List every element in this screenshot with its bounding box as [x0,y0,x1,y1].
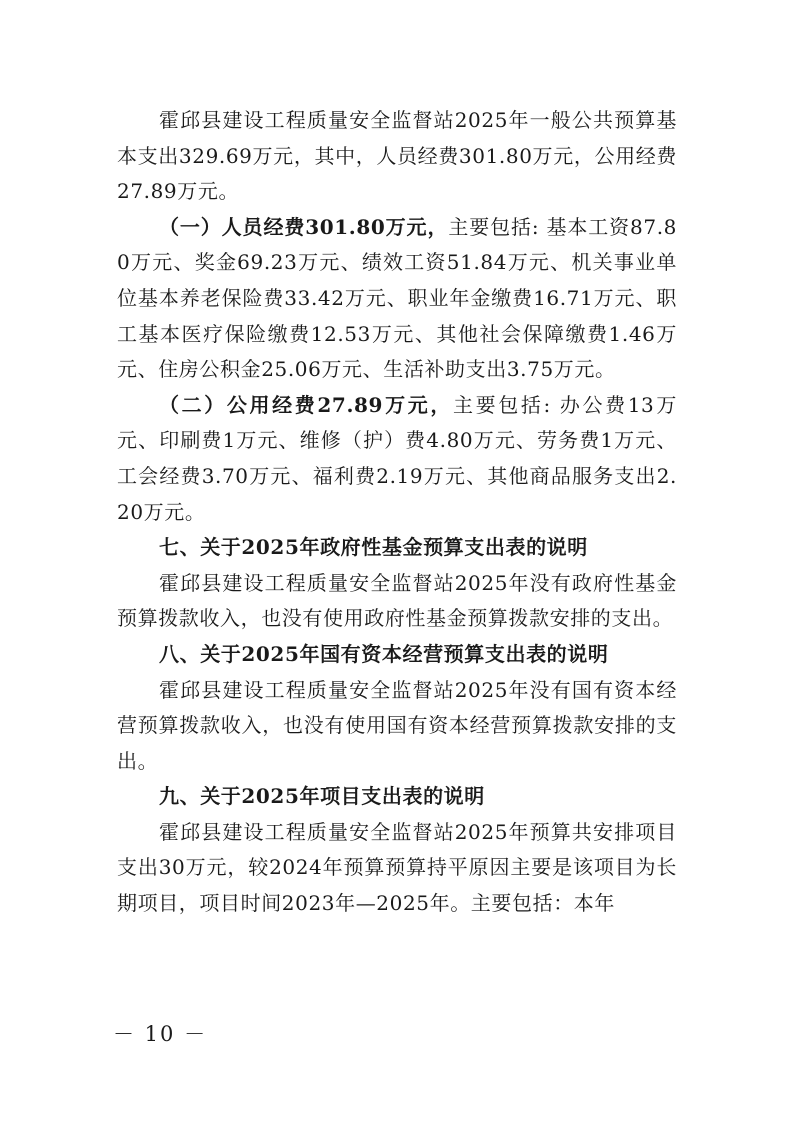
paragraph-text: 主要包括: 办公费13万元、印刷费1万元、维修（护）费4.80万元、劳务费1万元、工会经费3.70万元、福利费2.19万元、其他商品服务支出2.20万元。 [117,392,677,524]
paragraph-basic-expenditure [117,103,677,210]
paragraph-lead-bold: （一）人员经费301.80万元， [159,214,449,239]
section-heading-8: 八、关于2025年国有资本经营预算支出表的说明 [159,641,609,666]
section-text-9: 霍邱县建设工程质量安全监督站2025年预算共安排项目支出30万元，较2024年预算预算持平原因主要是该项目为长期项目，项目时间2023年—2025年。主要包括：本年 [117,819,677,916]
document-body [117,103,677,922]
section-heading-9: 九、关于2025年项目支出表的说明 [159,784,485,809]
paragraph-text: 霍邱县建设工程质量安全监督站2025年一般公共预算基本支出329.69万元，其中，人员经费301.80万元，公用经费27.89万元。 [117,108,677,204]
paragraph-personnel-expenses [117,210,677,388]
section-heading-7: 七、关于2025年政府性基金预算支出表的说明 [159,535,588,560]
page-number: － 10 － [113,1022,208,1046]
paragraph-public-expenses [117,388,677,530]
section-text-8: 霍邱县建设工程质量安全监督站2025年没有国有资本经营预算拨款收入，也没有使用国有资本经营预算拨款安排的支出。 [117,677,677,773]
paragraph-text: 主要包括: 基本工资87.80万元、奖金69.23万元、绩效工资51.84万元、机关事业单位基本养老保险费33.42万元、职业年金缴费16.71万元、职工基本医疗保险缴费12.53万元、其他社会保障缴费1.46万元、住房公积金25.06万元、生活补助支出3.75万元。 [117,214,677,382]
paragraph-lead-bold: （二）公用经费27.89万元， [159,392,453,417]
section-text-7: 霍邱县建设工程质量安全监督站2025年没有政府性基金预算拨款收入，也没有使用政府性基金预算拨款安排的支出。 [117,570,677,631]
